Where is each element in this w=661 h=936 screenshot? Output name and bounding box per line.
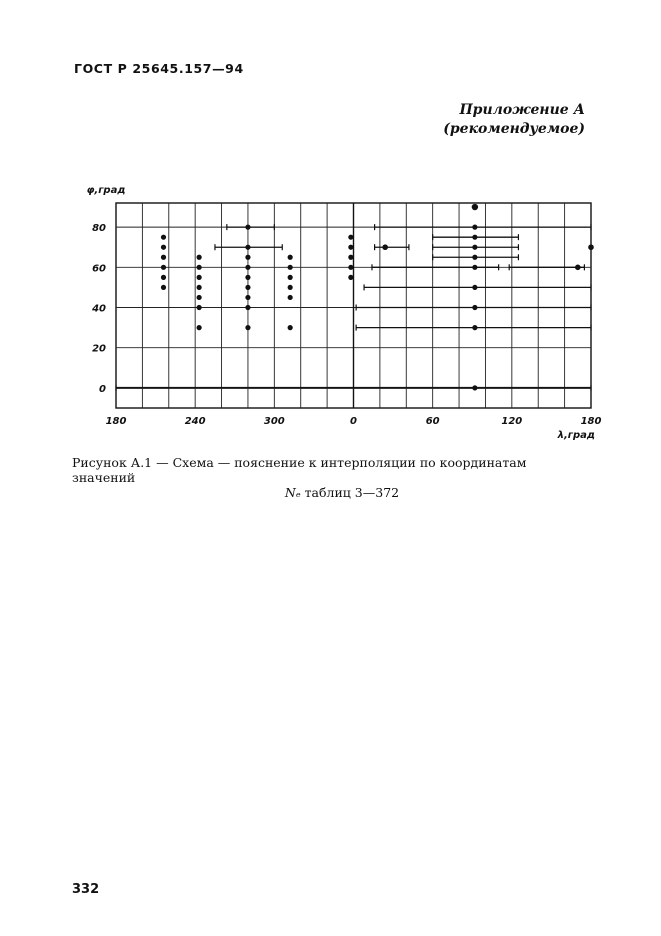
x-tick-label: 120 [501, 416, 523, 427]
x-axis-label: λ,град [557, 430, 595, 441]
grid-point [472, 285, 477, 290]
y-tick-label: 20 [92, 343, 106, 355]
grid-point [288, 265, 293, 270]
grid-point [472, 385, 477, 390]
grid-point [348, 235, 353, 240]
grid-point [161, 235, 166, 240]
grid-point [245, 265, 250, 270]
chart-grid [116, 203, 591, 408]
x-tick-label: 60 [425, 416, 440, 427]
caption-n-symbol: Nₑ [284, 485, 301, 500]
grid-point [472, 325, 477, 330]
x-tick-label: 240 [184, 416, 206, 427]
grid-point [161, 255, 166, 260]
grid-point [197, 275, 202, 280]
document-code: ГОСТ Р 25645.157—94 [74, 61, 244, 76]
axis-labels [87, 185, 602, 441]
caption-line-2 [72, 485, 592, 500]
appendix-note: (рекомендуемое) [443, 121, 585, 137]
grid-point [472, 245, 477, 250]
grid-point [348, 245, 353, 250]
grid-point [472, 305, 477, 310]
grid-point [288, 285, 293, 290]
grid-point [245, 275, 250, 280]
grid-point [348, 265, 353, 270]
caption-line-1: Рисунок А.1 — Схема — пояснение к интерполяции по координатам значений [72, 455, 527, 485]
grid-points [161, 204, 594, 391]
grid-point [245, 255, 250, 260]
grid-point [575, 265, 581, 271]
grid-point [197, 255, 202, 260]
y-tick-label: 60 [92, 263, 106, 275]
grid-point [472, 235, 477, 240]
y-tick-label: 80 [92, 223, 106, 235]
grid-point [288, 275, 293, 280]
grid-point [197, 265, 202, 270]
grid-point [472, 225, 477, 230]
grid-point [197, 295, 202, 300]
grid-point [348, 255, 353, 260]
caption-line-2-text: таблиц 3—372 [300, 485, 400, 500]
y-axis-label: φ,град [86, 185, 126, 196]
grid-point [245, 295, 250, 300]
grid-point [161, 265, 166, 270]
x-tick-label: 300 [263, 416, 285, 427]
grid-point [348, 275, 353, 280]
grid-point [288, 255, 293, 260]
grid-point [472, 255, 477, 260]
x-tick-label: 180 [105, 416, 127, 427]
grid-point [161, 245, 166, 250]
grid-point [245, 285, 250, 290]
y-tick-label: 40 [92, 303, 106, 315]
grid-point [245, 305, 250, 310]
grid-point [161, 285, 166, 290]
grid-point [245, 245, 250, 250]
grid-point [472, 204, 478, 210]
grid-point [588, 244, 594, 250]
grid-point [197, 325, 202, 330]
grid-point [161, 275, 166, 280]
grid-point [288, 325, 293, 330]
grid-point [245, 225, 250, 230]
page-number: 332 [72, 882, 100, 897]
grid-point [288, 295, 293, 300]
figure-caption [72, 455, 592, 500]
grid-point [245, 325, 250, 330]
appendix-title: Приложение А [459, 102, 585, 118]
grid-point [197, 305, 202, 310]
x-tick-label: 180 [580, 416, 602, 427]
grid-point [197, 285, 202, 290]
x-tick-label: 0 [350, 416, 357, 427]
y-tick-label: 0 [99, 383, 106, 395]
grid-point [382, 244, 388, 250]
grid-point [472, 265, 477, 270]
